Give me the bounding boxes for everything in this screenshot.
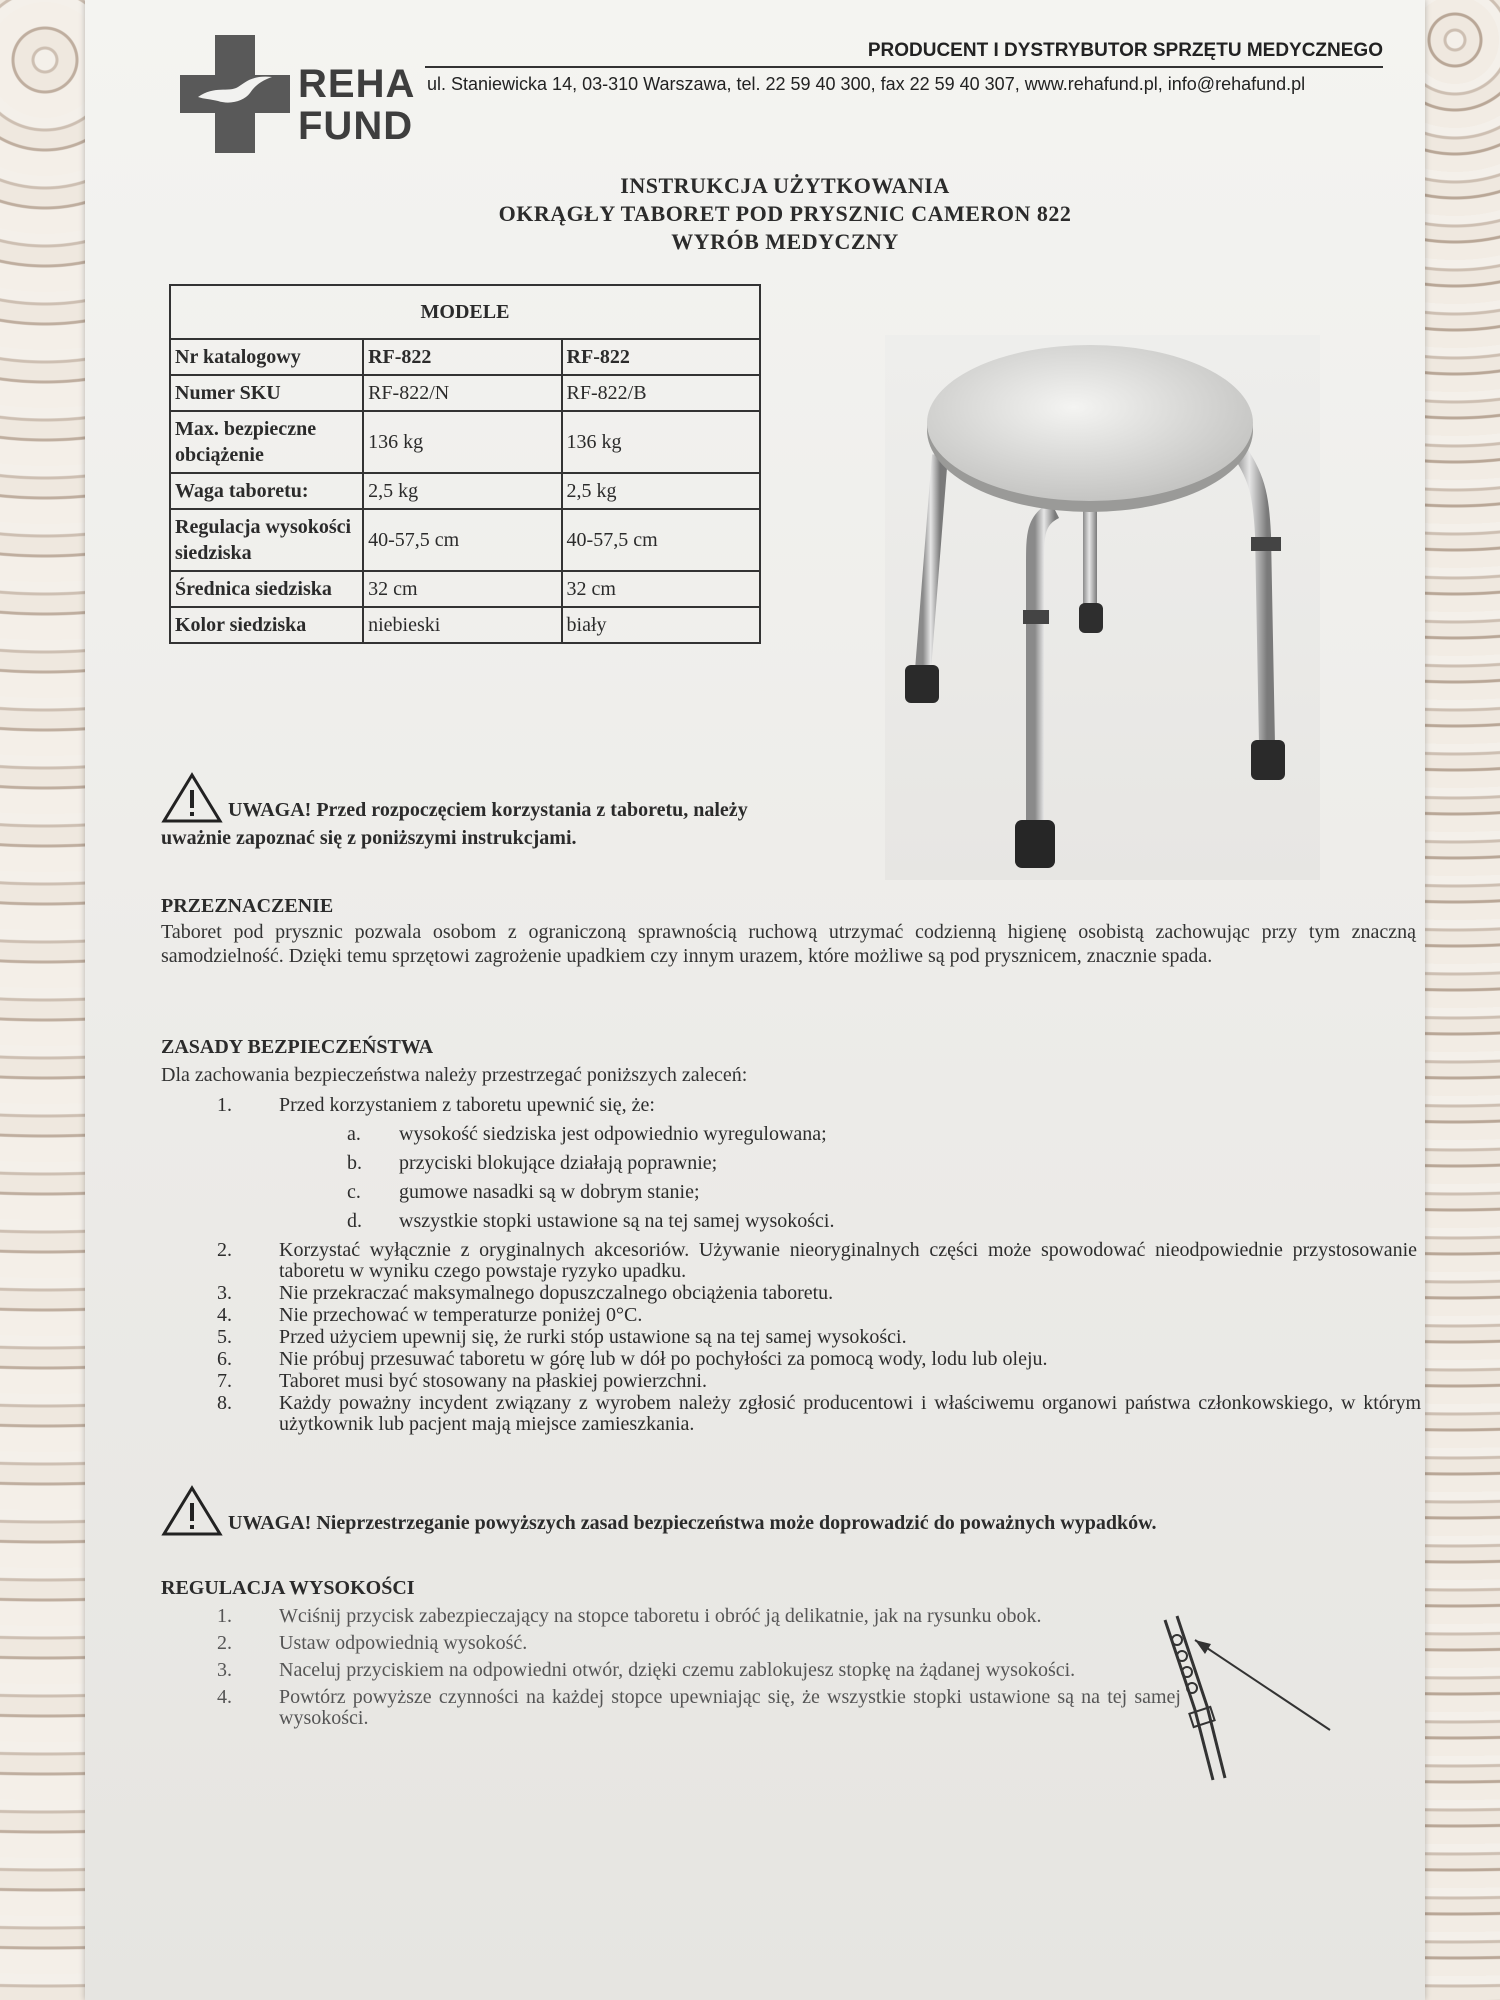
list-text: Przed użyciem upewnij się, że rurki stóp ustawione są na tej samej wysokości.: [279, 1326, 907, 1348]
list-item: [161, 1660, 1181, 1681]
cell-model-b: 32 cm: [562, 571, 760, 607]
sub-list-text: przyciski blokujące działają poprawnie;: [399, 1152, 718, 1174]
cell-model-a: 40-57,5 cm: [363, 509, 561, 571]
list-item: [161, 1687, 1181, 1729]
cell-model-b: 2,5 kg: [562, 473, 760, 509]
warning-before-use-text: UWAGA! Przed rozpoczęciem korzystania z taboretu, należy uważnie zapoznać się z poniższymi instrukcjami.: [161, 799, 748, 849]
safety-heading: ZASADY BEZPIECZEŃSTWA: [161, 1036, 434, 1058]
list-item: [161, 1371, 1421, 1392]
purpose-text: Taboret pod prysznic pozwala osobom z ograniczoną sprawnością ruchową utrzymać codzienną higienę osobistą zachowując przy tym znaczną samodzielność. Dzięki temu sprzętowi zagrożenie upadkiem czy innym urazem, które możliwe są pod prysznicem, znacznie spada.: [161, 921, 1416, 967]
row-label: Nr katalogowy: [170, 339, 363, 375]
tablecloth-right: [1425, 0, 1500, 2000]
sub-list-letter: a.: [347, 1123, 361, 1145]
list-number: 8.: [217, 1392, 232, 1414]
company-address: ul. Staniewicka 14, 03-310 Warszawa, tel. 22 59 40 300, fax 22 59 40 307, www.rehafund.pl, info@rehafund.pl: [427, 74, 1306, 94]
list-number: 3.: [217, 1282, 232, 1304]
sub-list-item: [161, 1120, 1421, 1149]
cell-model-b: RF-822: [562, 339, 760, 375]
height-adjust-heading: REGULACJA WYSOKOŚCI: [161, 1577, 415, 1599]
logo-line1: REHA: [298, 62, 416, 106]
tablecloth-left: [0, 0, 95, 2000]
cell-model-a: RF-822/N: [363, 375, 561, 411]
sub-list-letter: c.: [347, 1181, 361, 1203]
list-number: 1.: [217, 1094, 232, 1116]
header-divider: [425, 66, 1383, 68]
list-text: Nie próbuj przesuwać taboretu w górę lub w dół po pochyłości za pomocą wody, lodu lub oleju.: [279, 1348, 1048, 1370]
models-table-header: MODELE: [170, 285, 760, 339]
list-number: 7.: [217, 1370, 232, 1392]
list-text: Nie przechować w temperaturze poniżej 0°C.: [279, 1304, 643, 1326]
list-number: 4.: [217, 1686, 232, 1708]
row-label: Kolor siedziska: [170, 607, 363, 643]
warning-triangle-icon: [161, 772, 223, 824]
shower-stool-illustration: [885, 335, 1320, 880]
sub-list-text: wszystkie stopki ustawione są na tej samej wysokości.: [399, 1210, 835, 1232]
table-row: [170, 375, 760, 411]
sub-list-letter: b.: [347, 1152, 362, 1174]
list-text: Ustaw odpowiednią wysokość.: [279, 1632, 528, 1654]
cell-model-b: 40-57,5 cm: [562, 509, 760, 571]
row-label: Numer SKU: [170, 375, 363, 411]
list-number: 6.: [217, 1348, 232, 1370]
cell-model-a: 136 kg: [363, 411, 561, 473]
list-item: [161, 1305, 1421, 1326]
list-number: 5.: [217, 1326, 232, 1348]
list-number: 4.: [217, 1304, 232, 1326]
row-label: Waga taboretu:: [170, 473, 363, 509]
warning-triangle-icon: [161, 1485, 223, 1537]
cell-model-a: RF-822: [363, 339, 561, 375]
list-text: Naceluj przyciskiem na odpowiedni otwór, dzięki czemu zablokujesz stopkę na żądanej wysokości.: [279, 1659, 1076, 1681]
rehafund-logo: [180, 35, 420, 155]
title-line2: OKRĄGŁY TABORET POD PRYSZNIC CAMERON 822: [498, 201, 1072, 226]
row-label: Regulacja wysokości siedziska: [170, 509, 363, 571]
table-row: [170, 571, 760, 607]
cell-model-a: 32 cm: [363, 571, 561, 607]
list-text: Nie przekraczać maksymalnego dopuszczalnego obciążenia taboretu.: [279, 1282, 834, 1304]
list-item: [161, 1606, 1181, 1627]
purpose-heading: PRZEZNACZENIE: [161, 895, 334, 917]
list-text: Taboret musi być stosowany na płaskiej powierzchni.: [279, 1370, 707, 1392]
models-table: [169, 284, 761, 644]
stool-photo: [885, 335, 1320, 880]
title-line3: WYRÓB MEDYCZNY: [671, 229, 899, 254]
list-number: 1.: [217, 1605, 232, 1627]
sub-list-text: wysokość siedziska jest odpowiednio wyregulowana;: [399, 1123, 827, 1145]
cell-model-b: 136 kg: [562, 411, 760, 473]
list-item: [161, 1092, 1421, 1119]
table-row: [170, 607, 760, 643]
sub-list-letter: d.: [347, 1210, 362, 1232]
sub-list-item: [161, 1207, 1421, 1236]
title-line1: INSTRUKCJA UŻYTKOWANIA: [620, 173, 950, 198]
logo-line2: FUND: [298, 104, 414, 148]
leg-adjust-diagram: [1155, 1610, 1415, 1790]
list-text: Korzystać wyłącznie z oryginalnych akcesoriów. Używanie nieoryginalnych części może spowodować nieodpowiednie przystosowanie taboretu w wyniku czego powstaje ryzyko upadku.: [279, 1239, 1417, 1282]
list-text: Przed korzystaniem z taboretu upewnić się, że:: [279, 1094, 655, 1116]
list-number: 3.: [217, 1659, 232, 1681]
list-item: [161, 1393, 1421, 1435]
row-label: Średnica siedziska: [170, 571, 363, 607]
table-row: [170, 473, 760, 509]
sub-list-text: gumowe nasadki są w dobrym stanie;: [399, 1181, 700, 1203]
list-text: Powtórz powyższe czynności na każdej stopce upewniając się, że wszystkie stopki ustawione są na tej samej wysokości.: [279, 1686, 1181, 1729]
sub-list-item: [161, 1149, 1421, 1178]
list-number: 2.: [217, 1632, 232, 1654]
logo-wordmark: [298, 63, 415, 147]
sub-list-item: [161, 1178, 1421, 1207]
producer-tagline: PRODUCENT I DYSTRYBUTOR SPRZĘTU MEDYCZNEGO: [867, 40, 1383, 61]
warning-safety-rules-text: UWAGA! Nieprzestrzeganie powyższych zasad bezpieczeństwa może doprowadzić do poważnych wypadków.: [228, 1512, 1157, 1534]
list-text: Wciśnij przycisk zabezpieczający na stopce taboretu i obróć ją delikatnie, jak na rysunku obok.: [279, 1605, 1042, 1627]
list-item: [161, 1349, 1421, 1370]
list-text: Każdy poważny incydent związany z wyrobem należy zgłosić producentowi i właściwemu organowi państwa członkowskiego, w którym użytkownik lub pacjent mają miejsce zamieszkania.: [279, 1392, 1421, 1435]
table-row: [170, 509, 760, 571]
warning-safety-rules: [161, 1485, 1421, 1537]
row-label: Max. bezpieczne obciążenie: [170, 411, 363, 473]
list-item: [161, 1240, 1421, 1282]
safety-intro: Dla zachowania bezpieczeństwa należy przestrzegać poniższych zaleceń:: [161, 1064, 748, 1086]
cell-model-a: 2,5 kg: [363, 473, 561, 509]
list-item: [161, 1283, 1421, 1304]
cross-bird-logo-icon: [180, 35, 290, 153]
instruction-sheet: [85, 0, 1425, 2000]
list-item: [161, 1327, 1421, 1348]
warning-before-use: [161, 772, 801, 852]
list-number: 2.: [217, 1239, 232, 1261]
cell-model-b: RF-822/B: [562, 375, 760, 411]
document-title: [385, 172, 1185, 256]
list-item: [161, 1633, 1181, 1654]
cell-model-b: biały: [562, 607, 760, 643]
height-adjust-list: [161, 1606, 1181, 1730]
cell-model-a: niebieski: [363, 607, 561, 643]
table-row: [170, 339, 760, 375]
safety-list: [161, 1092, 1421, 1436]
table-row: [170, 411, 760, 473]
